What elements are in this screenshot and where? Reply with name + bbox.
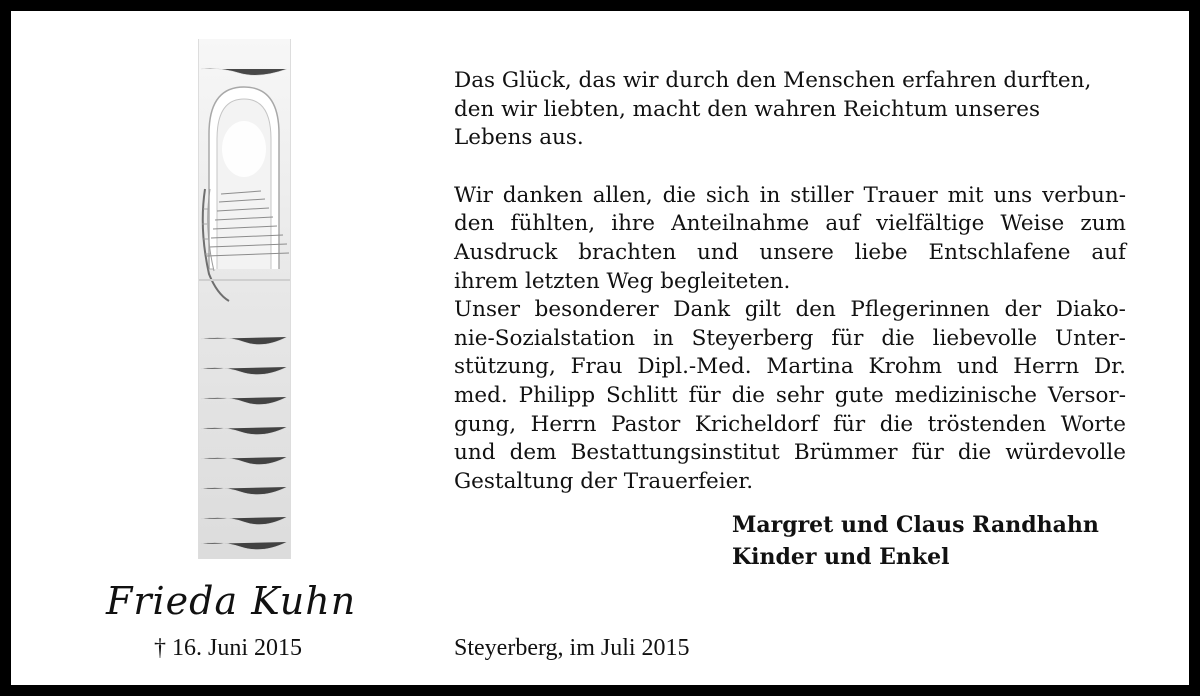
signoff xyxy=(732,509,1099,573)
word: Steyerberg xyxy=(691,325,814,351)
word: die xyxy=(957,440,992,466)
word: die xyxy=(662,182,696,208)
word: Pflegerinnen xyxy=(850,297,990,323)
word: Ausdruck xyxy=(454,239,558,265)
word: Entschlafene xyxy=(928,239,1071,265)
quote-line: den wir liebten, macht den wahren Reichtum unseres xyxy=(454,96,1041,122)
word: Herrn xyxy=(530,411,597,437)
word: für xyxy=(833,411,866,437)
word: verbun- xyxy=(1042,182,1126,208)
word: liebe xyxy=(854,239,908,265)
word: Versor- xyxy=(1047,382,1126,408)
word: Wir xyxy=(454,182,493,208)
word: med. xyxy=(454,382,508,408)
word: der xyxy=(1004,297,1042,323)
word: den xyxy=(454,211,495,237)
word: danken xyxy=(502,182,583,208)
word: für xyxy=(831,325,864,351)
word: und xyxy=(956,354,999,380)
word: liebevolle xyxy=(932,325,1038,351)
word: Herrn xyxy=(1013,354,1080,380)
word: allen, xyxy=(592,182,653,208)
word: würdevolle xyxy=(1005,440,1126,466)
thanks-line: Gestaltung der Trauerfeier. xyxy=(454,468,754,494)
word: dem xyxy=(509,440,557,466)
thanks-line xyxy=(454,382,1126,411)
word: Martina xyxy=(766,354,854,380)
word: Krohm xyxy=(868,354,943,380)
word: Bestattungsinstitut xyxy=(570,440,780,466)
word: Dipl.-Med. xyxy=(637,354,752,380)
quote-block xyxy=(454,67,1126,153)
word: ihre xyxy=(611,211,655,237)
word: stützung, xyxy=(454,354,556,380)
thanks-line xyxy=(454,325,1126,354)
word: uns xyxy=(993,182,1033,208)
word: die xyxy=(731,382,765,408)
thanks-line xyxy=(454,353,1126,382)
place-date: Steyerberg, im Juli 2015 xyxy=(454,635,690,661)
word: und xyxy=(454,440,496,466)
thanks-line xyxy=(454,239,1126,268)
word: sehr xyxy=(775,382,824,408)
thanks-line xyxy=(454,411,1126,440)
word: unsere xyxy=(759,239,834,265)
word: besonderer xyxy=(534,297,659,323)
word: gute xyxy=(834,382,884,408)
word: und xyxy=(697,239,739,265)
word: gung, xyxy=(454,411,517,437)
word: in xyxy=(759,182,781,208)
word: die xyxy=(879,411,914,437)
death-date: † 16. Juni 2015 xyxy=(154,635,303,661)
word: Kricheldorf xyxy=(694,411,819,437)
thanks-line: ihrem letzten Weg begleiteten. xyxy=(454,268,791,294)
quote-line: Lebens aus. xyxy=(454,125,584,151)
word: Dr. xyxy=(1093,354,1126,380)
word: medizinische xyxy=(894,382,1037,408)
word: für xyxy=(911,440,944,466)
word: Diako- xyxy=(1055,297,1126,323)
word: Brümmer xyxy=(793,440,898,466)
word: die xyxy=(881,325,915,351)
word: Pastor xyxy=(611,411,681,437)
word: Weise xyxy=(1000,211,1065,237)
word: Schlitt xyxy=(606,382,678,408)
thanks-block xyxy=(454,182,1126,497)
word: mit xyxy=(947,182,984,208)
word: den xyxy=(795,297,836,323)
word: Anteilnahme xyxy=(671,211,810,237)
word: fühlten, xyxy=(510,211,596,237)
signoff-family-names: Margret und Claus Randhahn xyxy=(732,512,1099,538)
staircase-archway-illustration-icon xyxy=(198,39,291,559)
word: in xyxy=(653,325,674,351)
thanks-line xyxy=(454,210,1126,239)
thanks-line xyxy=(454,182,1126,211)
thanks-line xyxy=(454,439,1126,468)
word: auf xyxy=(1091,239,1126,265)
word: Dank xyxy=(673,297,731,323)
deceased-name: Frieda Kuhn xyxy=(106,579,357,623)
word: vielfältige xyxy=(876,211,985,237)
word: Unter- xyxy=(1055,325,1126,351)
word: für xyxy=(688,382,721,408)
signoff-relatives: Kinder und Enkel xyxy=(732,544,950,570)
word: zum xyxy=(1080,211,1126,237)
word: gilt xyxy=(744,297,781,323)
word: tröstenden xyxy=(927,411,1047,437)
quote-line: Das Glück, das wir durch den Menschen erfahren durften, xyxy=(454,68,1092,93)
word: Unser xyxy=(454,297,521,323)
word: Frau xyxy=(570,354,623,380)
thanks-line xyxy=(454,296,1126,325)
word: auf xyxy=(825,211,860,237)
word: Philipp xyxy=(518,382,596,408)
word: sich xyxy=(705,182,750,208)
word: nie-Sozialstation xyxy=(454,325,636,351)
word: Trauer xyxy=(863,182,938,208)
word: Worte xyxy=(1060,411,1126,437)
word: stiller xyxy=(790,182,854,208)
obituary-text xyxy=(454,67,1126,496)
word: brachten xyxy=(578,239,677,265)
